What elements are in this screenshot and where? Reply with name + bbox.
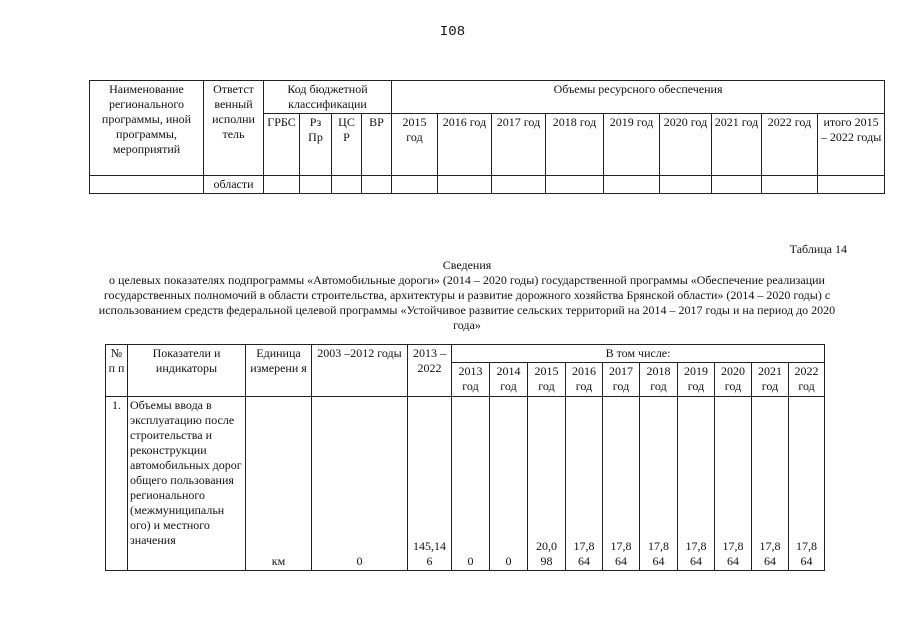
- table-cell: [712, 176, 762, 194]
- header-responsible: Ответст венный исполни тель: [204, 81, 264, 176]
- table-cell: [818, 176, 885, 194]
- header-year: 2014 год: [490, 363, 528, 397]
- header-year: 2020 год: [660, 114, 712, 176]
- cell-value: 17,8 64: [678, 397, 715, 571]
- header-total: итого 2015 – 2022 годы: [818, 114, 885, 176]
- cell-value: 0: [490, 397, 528, 571]
- table-cell: [546, 176, 604, 194]
- header-name: Наименование регионального программы, иной программы, мероприятий: [90, 81, 204, 176]
- cell-unit: км: [246, 397, 312, 571]
- cell-value: 17,8 64: [789, 397, 825, 571]
- header-year: 2021 год: [752, 363, 789, 397]
- header-year: 2013 год: [452, 363, 490, 397]
- header-year: 2019 год: [678, 363, 715, 397]
- table-cell: [492, 176, 546, 194]
- cell-value: 17,8 64: [603, 397, 640, 571]
- table-cell: [332, 176, 362, 194]
- header-year: 2018 год: [640, 363, 678, 397]
- cell-value: 17,8 64: [715, 397, 752, 571]
- header-including: В том числе:: [452, 345, 825, 363]
- table-cell: [392, 176, 438, 194]
- header-year: 2019 год: [604, 114, 660, 176]
- header-year: 2017 год: [603, 363, 640, 397]
- cell-value: 0: [452, 397, 490, 571]
- table-cell: [362, 176, 392, 194]
- caption-text: о целевых показателях подпрограммы «Автомобильные дороги» (2014 – 2020 годы) государственной программы «Обеспечение реализации государственных полномочий в области строительства, архитектуры и развитие дорожного хозяйства Брянской области» (2014 – 2020 годы) с использованием средств федеральной целевой программы «Устойчивое развитие сельских территорий на 2014 – 2017 годы и на период до 2020 года»: [98, 273, 836, 332]
- table-label: Таблица 14: [789, 242, 847, 256]
- header-period: 2003 –2012 годы: [312, 345, 408, 397]
- header-unit: Единица измерени я: [246, 345, 312, 397]
- header-budget-code: Код бюджетной классификации: [264, 81, 392, 114]
- caption-title: Сведения: [442, 258, 492, 272]
- cell-period: 0: [312, 397, 408, 571]
- header-budget-csr: ЦС Р: [332, 114, 362, 176]
- header-year: 2021 год: [712, 114, 762, 176]
- page-number: I08: [439, 24, 466, 40]
- cell-value: 17,8 64: [752, 397, 789, 571]
- header-year: 2017 год: [492, 114, 546, 176]
- cell-value: 20,0 98: [528, 397, 566, 571]
- cell-value: 17,8 64: [566, 397, 603, 571]
- cell-indicator: Объемы ввода в эксплуатацию после строительства и реконструкции автомобильных дорог общего пользования регионального (межмуниципальн ого) и местного значения: [128, 397, 246, 571]
- table-cell: [438, 176, 492, 194]
- cell-value: 17,8 64: [640, 397, 678, 571]
- table-cell: [300, 176, 332, 194]
- header-number: № п п: [106, 345, 128, 397]
- header-budget-vr: ВР: [362, 114, 392, 176]
- header-indicator: Показатели и индикаторы: [128, 345, 246, 397]
- caption: [95, 258, 839, 333]
- header-year: 2015 год: [528, 363, 566, 397]
- cell-responsible: области: [204, 176, 264, 194]
- header-year: 2016 год: [566, 363, 603, 397]
- header-year: 2016 год: [438, 114, 492, 176]
- table-cell: [604, 176, 660, 194]
- table-cell: [90, 176, 204, 194]
- cell-number: 1.: [106, 397, 128, 571]
- table-cell: [762, 176, 818, 194]
- resource-table: [89, 80, 885, 194]
- indicators-table: [105, 344, 825, 571]
- header-budget-grbs: ГРБС: [264, 114, 300, 176]
- header-year: 2015 год: [392, 114, 438, 176]
- cell-total: 145,14 6: [408, 397, 452, 571]
- table-cell: [264, 176, 300, 194]
- header-year: 2020 год: [715, 363, 752, 397]
- header-resource-volumes: Объемы ресурсного обеспечения: [392, 81, 885, 114]
- table-cell: [660, 176, 712, 194]
- header-total: 2013 – 2022: [408, 345, 452, 397]
- header-year: 2022 год: [789, 363, 825, 397]
- header-budget-rzpr: Рз Пр: [300, 114, 332, 176]
- header-year: 2018 год: [546, 114, 604, 176]
- table-row: [106, 397, 825, 571]
- header-year: 2022 год: [762, 114, 818, 176]
